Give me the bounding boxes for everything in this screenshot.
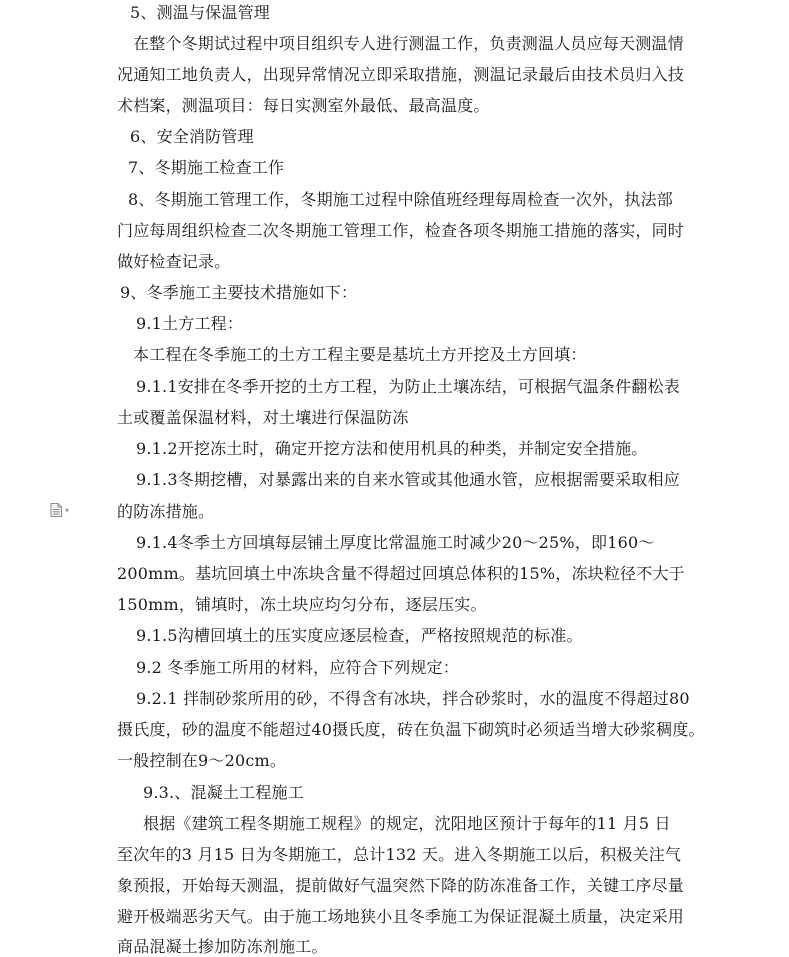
paragraph-line: 术档案，测温项目：每日实测室外最低、最高温度。	[117, 96, 490, 115]
paragraph-line: 9.1.2开挖冻土时，确定开挖方法和使用机具的种类，并制定安全措施。	[136, 439, 648, 458]
heading-temperature-management: 5、测温与保温管理	[130, 3, 270, 22]
heading-technical-measures: 9、冬季施工主要技术措施如下：	[120, 283, 358, 302]
paragraph-line: 的防冻措施。	[117, 502, 215, 521]
paragraph-options-button[interactable]	[50, 503, 69, 517]
paragraph-line: 门应每周组织检查二次冬期施工管理工作，检查各项冬期施工措施的落实，同时	[117, 221, 685, 240]
paragraph-line: 9.1.4冬季土方回填每层铺土厚度比常温施工时减少20～25%，即160～	[136, 533, 655, 552]
paragraph-line: 本工程在冬季施工的土方工程主要是基坑土方开挖及土方回填：	[133, 345, 587, 364]
paragraph-line: 土或覆盖保温材料，对土壤进行保温防冻	[117, 408, 409, 427]
paragraph-line: 8、冬期施工管理工作，冬期施工过程中除值班经理每周检查一次外，执法部	[128, 190, 673, 209]
paragraph-line: 况通知工地负责人，出现异常情况立即采取措施，测温记录最后由技术员归入技	[117, 65, 685, 84]
paragraph-line: 至次年的3 月15 日为冬期施工，总计132 天。进入冬期施工以后，积极关注气	[117, 845, 682, 864]
paragraph-line: 象预报，开始每天测温，提前做好气温突然下降的防冻准备工作，关键工序尽量	[117, 876, 685, 895]
heading-materials: 9.2 冬季施工所用的材料，应符合下列规定：	[136, 658, 459, 677]
paragraph-line: 一般控制在9～20cm。	[117, 751, 287, 770]
paragraph-line: 9.1.3冬期挖槽，对暴露出来的自来水管或其他通水管，应根据需要采取相应	[136, 470, 680, 489]
paragraph-line: 150mm，铺填时，冻土块应均匀分布，逐层压实。	[117, 595, 487, 614]
heading-fire-safety: 6、安全消防管理	[130, 127, 254, 146]
paragraph-line: 在整个冬期试过程中项目组织专人进行测温工作，负责测温人员应每天测温情	[133, 34, 684, 53]
heading-earthwork: 9.1土方工程：	[136, 314, 244, 333]
paragraph-line: 摄氏度，砂的温度不能超过40摄氏度，砖在负温下砌筑时必须适当增大砂浆稠度。	[117, 720, 705, 739]
paragraph-line: 200mm。基坑回填土中冻块含量不得超过回填总体积的15%，冻块粒径不大于	[117, 564, 685, 583]
chevron-down-icon: ▾	[65, 505, 70, 515]
paragraph-line: 商品混凝土掺加防冻剂施工。	[117, 937, 328, 956]
heading-inspection: 7、冬期施工检查工作	[128, 158, 285, 177]
document-icon	[50, 503, 62, 517]
paragraph-line: 做好检查记录。	[117, 252, 231, 271]
paragraph-line: 9.1.1安排在冬季开挖的土方工程，为防止土壤冻结，可根据气温条件翻松表	[136, 377, 680, 396]
heading-concrete: 9.3.、混凝土工程施工	[143, 783, 304, 802]
paragraph-line: 9.1.5沟槽回填土的压实度应逐层检查，严格按照规范的标准。	[136, 626, 583, 645]
paragraph-line: 9.2.1 拌制砂浆所用的砂，不得含有冰块，拌合砂浆时，水的温度不得超过80	[136, 689, 690, 708]
paragraph-line: 避开极端恶劣天气。由于施工场地狭小且冬季施工为保证混凝土质量，决定采用	[117, 907, 685, 926]
paragraph-line: 根据《建筑工程冬期施工规程》的规定，沈阳地区预计于每年的11 月5 日	[143, 814, 671, 833]
